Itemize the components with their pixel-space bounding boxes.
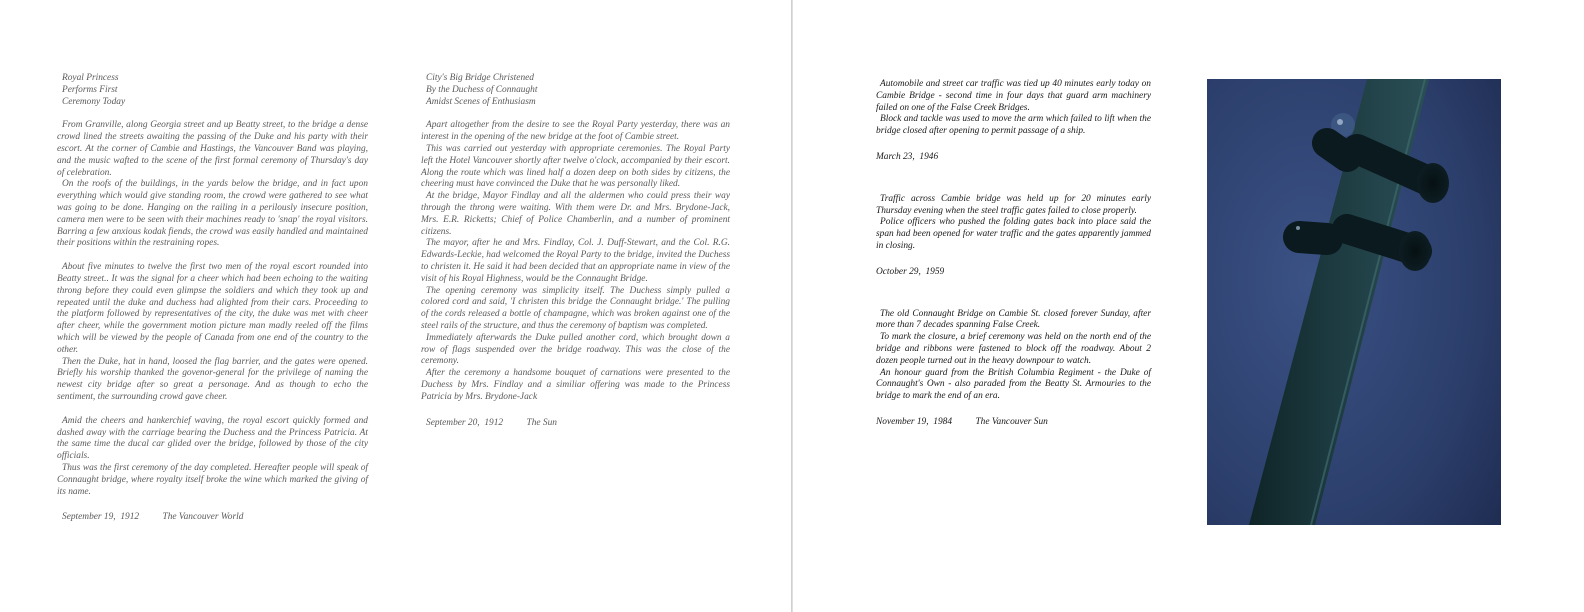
article-paragraph: The mayor, after he and Mrs. Findlay, Col. J. Duff-Stewart, and the Col. R.G. Edwards-Leckie, had welcomed the Royal Party to the bridge, invited the Duchess to christen it. He said it had been decided that an appropriate name in view of the visit of his Royal Highness, would be the Connaught Bridge. [421,238,730,284]
article-source: The Vancouver World [162,512,244,523]
right-page [793,0,1584,612]
article-date: September 19, 1912 [62,512,140,523]
news-note [876,309,1151,429]
article-dateline [426,418,730,430]
article-paragraph: Then the Duke, hat in hand, loosed the flag barrier, and the gates were opened. Briefly his worship thanked the govenor-general for the privilege of naming the newest city bridge after so great a personage. And as though to echo the sentiment, the surrounding crowd gave cheer. [57,356,368,402]
article-source: The Sun [526,417,557,428]
article-paragraph: After the ceremony a handsome bouquet of carnations were presented to the Duchess by Mrs. Findlay and a similiar offering was made to the Princess Patricia by Mrs. Brydone-Jack [421,368,730,402]
article-dateline [62,512,368,524]
article-paragraph: About five minutes to twelve the first two men of the royal escort rounded into Beatty street.. It was the signal for a cheer which had been echoing to the waiting throng before they could even glimpse the soldiers and which they took up and repeated until the duke and duchess had alighted from their cars. Proceeding to the platform followed by representatives of the city, the duke was met with cheer after cheer, while the government motion picture man madly reeled off the films which will be viewed by the people of Canada from one end of the country to the other. [57,262,368,355]
note-date: October 29, 1959 [876,266,945,277]
headline-line: By the Duchess of Connaught [426,84,538,95]
photo-image [1207,79,1501,525]
note-paragraph: Block and tackle was used to move the arm which failed to lift when the bridge closed after opening to permit passage of a ship. [876,114,1151,137]
note-paragraph: An honour guard from the British Columbia Regiment - the Duke of Connaught's Own - also paraded from the Beatty St. Armouries to the bridge to mark the end of an era. [876,367,1151,402]
note-dateline [876,417,1151,429]
note-date: March 23, 1946 [876,151,939,162]
headline-line: Ceremony Today [62,96,126,107]
article-paragraph: At the bridge, Mayor Findlay and all the aldermen who could press their way through the throng were waiting. With them were Dr. and Mrs. Brydone-Jack, Mrs. E.R. Ricketts; Chief of Police Chamberlin, and a number of prominent citizens. [421,191,730,237]
note-paragraph: Automobile and street car traffic was tied up 40 minutes early today on Cambie Bridge - second time in four days that guard arm machinery failed on one of the False Creek Bridges. [876,79,1151,113]
note-dateline [876,152,1151,164]
article-paragraph: On the roofs of the buildings, in the yards below the bridge, and in fact upon everything which would give standing room, the crowd were gathered to see what was going to be done. Hanging on the railing in a perilously insecure position, camera men were to be seen with their machines ready to 'snap' the royal visitors. Barring a few anxious kodak fiends, the crowd was easily handled and maintained their positions within the restraining ropes. [57,179,368,249]
bridge-pole-photo [1207,79,1501,525]
article-paragraph: Immediately afterwards the Duke pulled another cord, which brought down a row of flags suspended over the bridge roadway. This was the close of the ceremony. [421,332,730,367]
article-headline [426,73,730,108]
note-paragraph: Police officers who pushed the folding gates back into place said the span had been opened for water traffic and the gates apparently jammed in closing. [876,217,1151,251]
note-source: The Vancouver Sun [975,416,1048,427]
headline-line: City's Big Bridge Christened [426,73,534,83]
article-royal-princess [57,73,368,524]
article-paragraph: Thus was the first ceremony of the day completed. Hereafter people will speak of Connaught bridge, where royalty itself broke the wine which marked the giving of its name. [57,462,368,497]
headline-line: Performs First [62,84,118,95]
article-headline [62,73,368,108]
note-date: November 19, 1984 [876,416,953,427]
article-paragraph: From Granville, along Georgia street and up Beatty street, to the bridge a dense crowd lined the streets awaiting the passing of the Duke and his party with their escort. At the corner of Cambie and Hastings, the Vancouver Band was playing, and the music wafted to the scene of the first formal ceremony of Thursday's day of celebration. [57,120,368,178]
article-paragraph: This was carried out yesterday with appropriate ceremonies. The Royal Party left the Hotel Vancouver shortly after twelve o'clock, accompanied by their escort. Along the route which was lined half a dozen deep on both sides by citizens, the cheering must have convinced the Duke that he was personally liked. [421,143,730,190]
left-page [0,0,791,612]
note-paragraph: The old Connaught Bridge on Cambie St. closed forever Sunday, after more than 7 decades spanning False Creek. [876,308,1151,331]
article-paragraph: The opening ceremony was simplicity itself. The Duchess simply pulled a colored cord and said, 'I christen this bridge the Connaught bridge.' The pulling of the cords released a bottle of champagne, which was broken against one of the steel rails of the structure, and thus the ceremony of baptism was completed. [421,285,730,331]
article-big-bridge-christened [421,73,730,429]
news-note [876,79,1151,164]
note-dateline [876,267,1151,279]
headline-line: Royal Princess [62,73,119,83]
headline-line: Amidst Scenes of Enthusiasm [426,96,536,107]
article-date: September 20, 1912 [426,417,504,428]
bridge-news-notes [876,79,1151,429]
article-paragraph: Amid the cheers and hankerchief waving, the royal escort quickly formed and dashed away with the carriage bearing the Duchess and the Princess Patricia. At the same time the ducal car glided over the bridge, followed by those of the city officials. [57,415,368,462]
news-note [876,194,1151,279]
article-paragraph: Apart altogether from the desire to see the Royal Party yesterday, there was an interest in the opening of the new bridge at the foot of Cambie street. [421,120,730,143]
note-paragraph: To mark the closure, a brief ceremony was held on the north end of the bridge and ribbons were fastened to block off the roadway. About 2 dozen people turned out in the heavy downpour to watch. [876,332,1151,366]
note-paragraph: Traffic across Cambie bridge was held up for 20 minutes early Thursday evening when the steel traffic gates failed to close properly. [876,193,1151,216]
